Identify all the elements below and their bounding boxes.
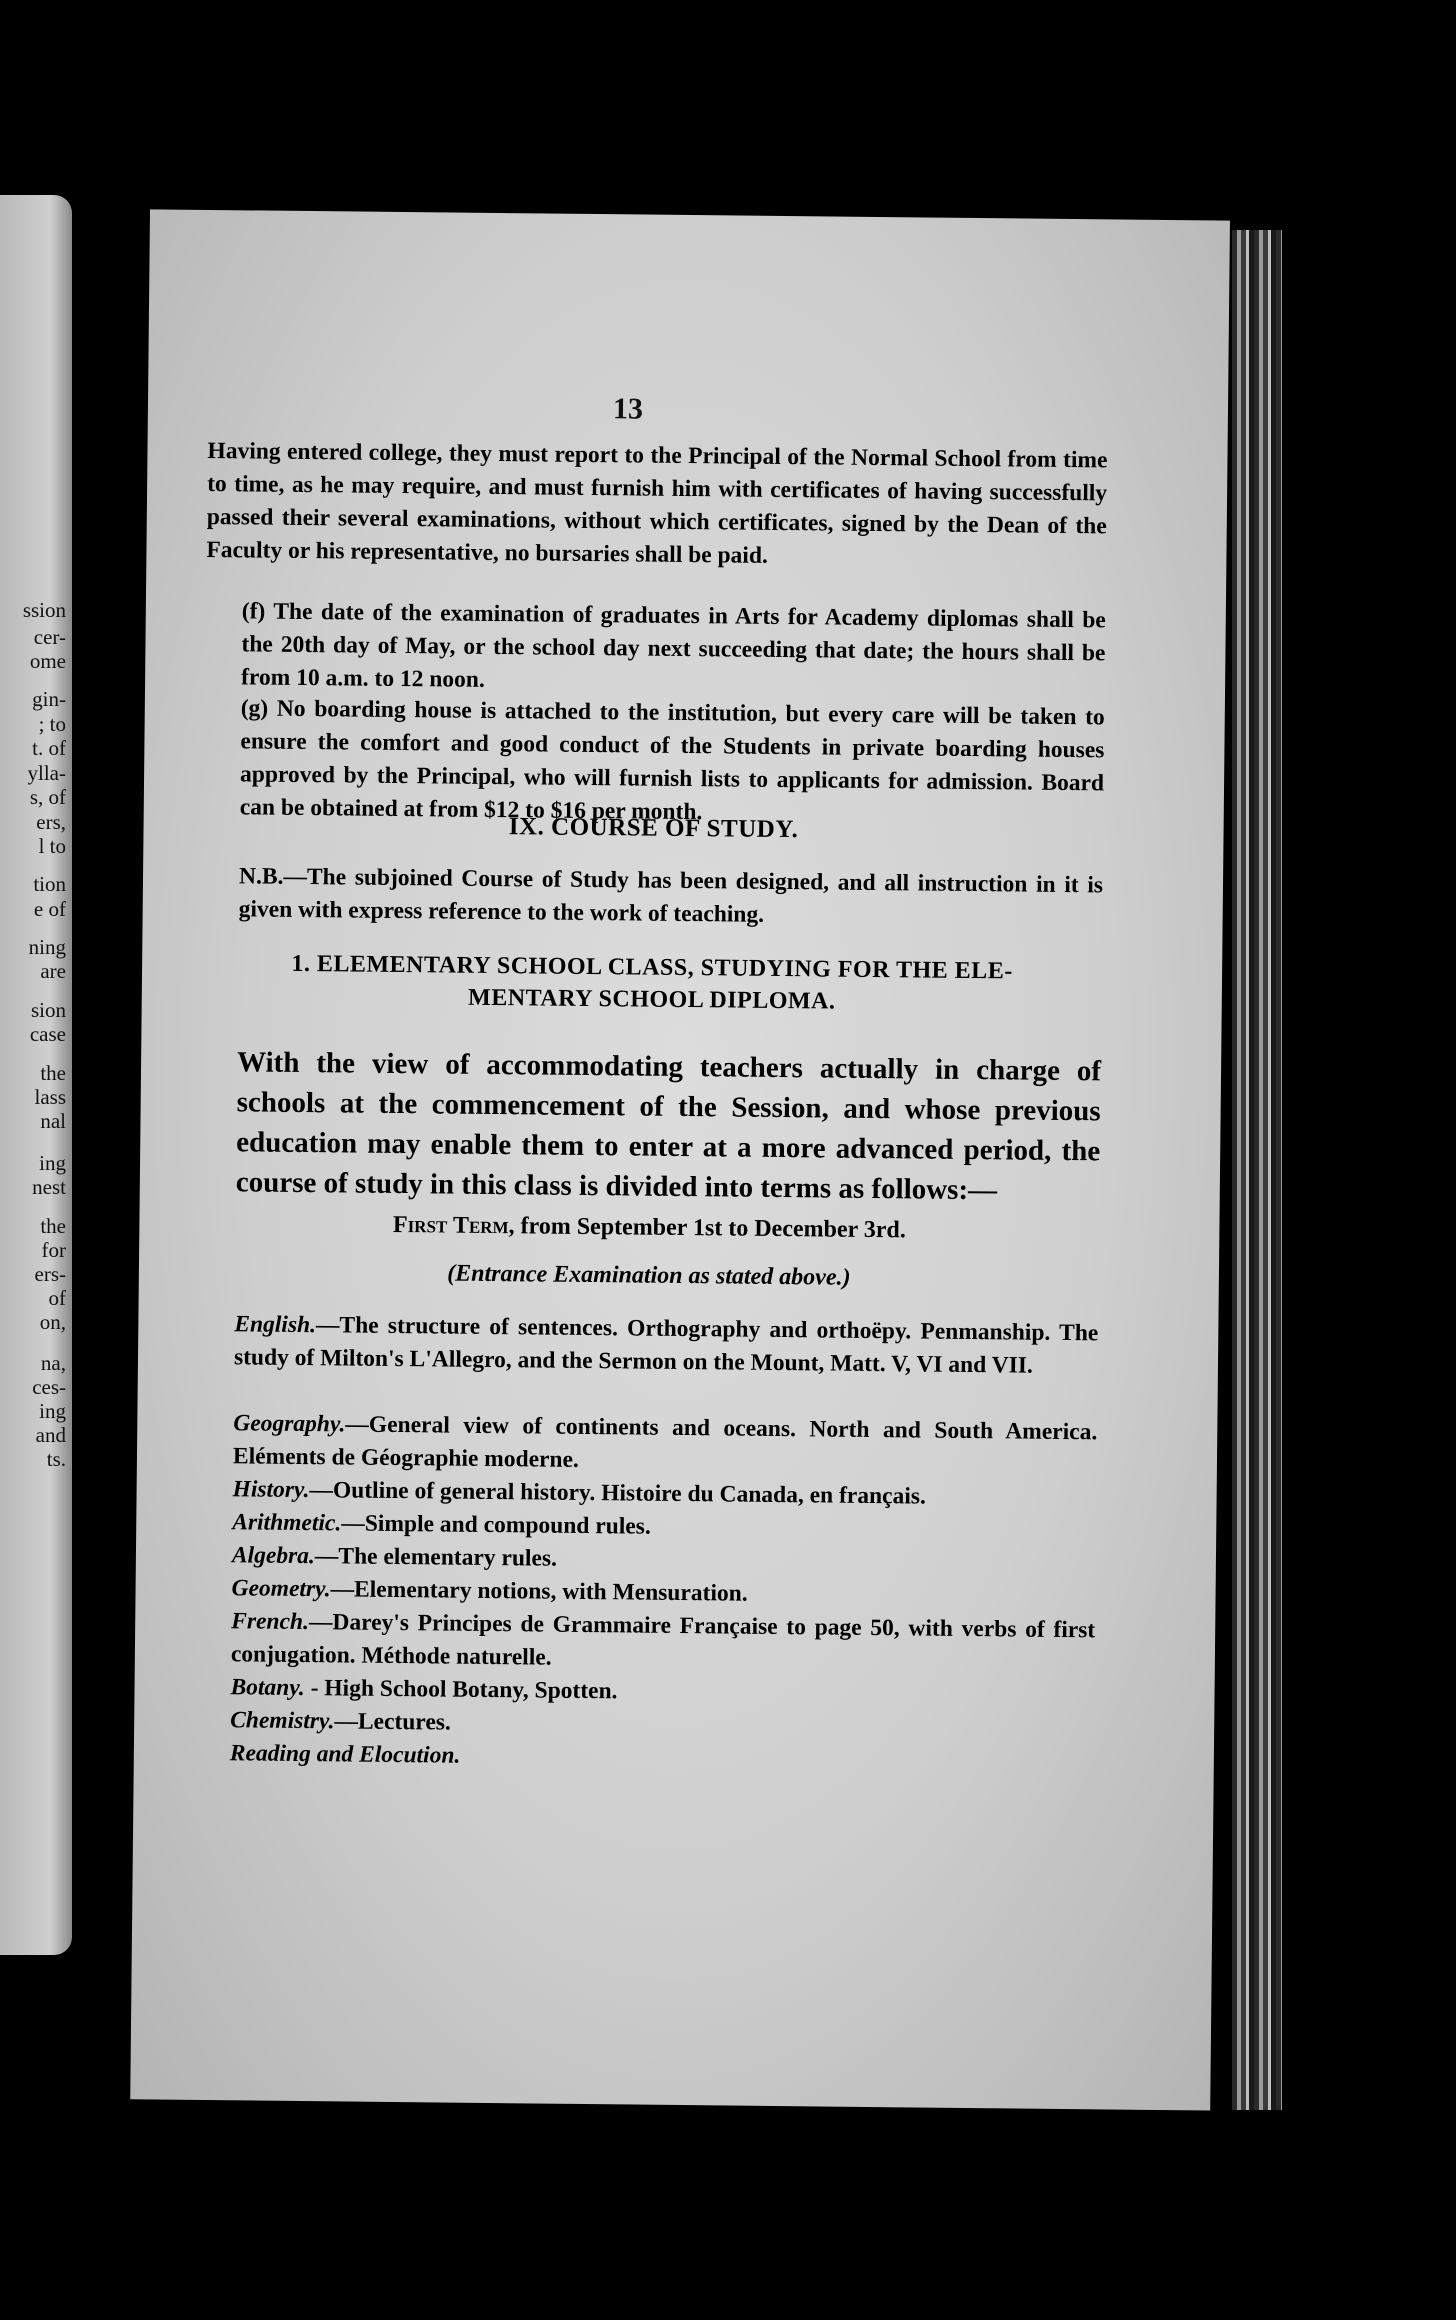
margin-fragment: ing — [39, 1151, 66, 1175]
page-edge-strip — [1232, 230, 1282, 2110]
intro-paragraph: With the view of accommodating teachers actually in charge of schools at the commencement of the Session, and whose previous education may enable them to enter at a more advanced period, the course of study in this class is divided into terms as follows:— — [235, 1046, 1102, 1207]
paragraph-f-examination-date: (f) The date of the examination of graduates in Arts for Academy diplomas shall be the 20th day of May, or the school day next succeeding that date; the hours shall be from 10 a.m. to 12 noon. — [240, 598, 1106, 693]
subject-name: English. — [234, 1311, 317, 1339]
margin-fragment: ers- — [34, 1262, 66, 1286]
subject-text: —Lectures. — [334, 1708, 451, 1736]
nb-note: N.B.—The subjoined Course of Study has been designed, and all instruction in it is given with express reference to the work of teaching. — [238, 863, 1104, 928]
margin-fragment: lass — [34, 1085, 66, 1109]
margin-fragment: the — [40, 1061, 66, 1085]
subject-text: - High School Botany, Spotten. — [304, 1675, 618, 1705]
margin-fragment: ; to — [38, 712, 66, 736]
margin-fragment: na, — [40, 1351, 66, 1375]
margin-fragment: ylla- — [27, 761, 66, 785]
subject-text: —Elementary notions, with Mensuration. — [330, 1576, 748, 1607]
class-heading-line2: MENTARY SCHOOL DIPLOMA. — [467, 984, 836, 1015]
subject-text: —Simple and compound rules. — [341, 1510, 651, 1540]
margin-fragment: e of — [33, 897, 66, 921]
margin-fragment: nal — [40, 1109, 66, 1133]
subject-text: —The elementary rules. — [314, 1543, 558, 1572]
margin-fragment: on, — [39, 1310, 66, 1334]
subject-text: —Outline of general history. Histoire du Canada, en français. — [309, 1477, 926, 1510]
margin-fragment: are — [40, 959, 66, 983]
subject-name: Geometry. — [231, 1575, 331, 1603]
margin-fragment: l to — [38, 834, 66, 858]
margin-fragment: t. of — [32, 736, 66, 760]
subject-name: French. — [231, 1608, 310, 1636]
subject-name: History. — [232, 1476, 310, 1504]
subject-name: Chemistry. — [230, 1707, 335, 1735]
subject-name: Geography. — [233, 1410, 346, 1438]
margin-fragment: for — [41, 1238, 66, 1262]
subject-french — [195, 1605, 1096, 1680]
subject-english — [198, 1308, 1099, 1383]
term-label: First Term, — [392, 1211, 515, 1240]
margin-fragment: ces- — [32, 1375, 66, 1399]
margin-fragment: gin- — [32, 687, 66, 711]
margin-fragment: cer- — [33, 625, 66, 649]
margin-fragment: ning — [28, 935, 66, 959]
margin-fragment: ome — [29, 649, 66, 673]
margin-fragment: and — [35, 1423, 66, 1447]
subject-name: Botany. — [230, 1674, 305, 1702]
margin-fragment: s, of — [29, 785, 66, 809]
subject-name: Reading and Elocution. — [229, 1740, 461, 1769]
margin-fragment: of — [48, 1286, 66, 1310]
margin-fragment: ssion — [22, 598, 66, 622]
paragraph-college-report: Having entered college, they must report to the Principal of the Normal School from time to time, as he may require, and must furnish him with certificates of having successfully passed their several examinations, without which certificates, signed by the Dean of the Faculty or his representative, no bursaries shall be paid. — [206, 437, 1108, 569]
paragraph-g-boarding: (g) No boarding house is attached to the institution, but every care will be taken to ensure the comfort and good conduct of the Students in private boarding houses approved by the Principal, who will furnish lists to applicants for admission. Board can be obtained at from $12 to $16 per month. — [239, 695, 1105, 826]
class-heading-line1: 1. ELEMENTARY SCHOOL CLASS, STUDYING FOR THE ELE- — [291, 950, 1013, 985]
subject-geography — [197, 1407, 1098, 1482]
margin-fragment: the — [40, 1214, 66, 1238]
term-dates: from September 1st to December 3rd. — [514, 1213, 906, 1244]
margin-fragment: nest — [32, 1175, 66, 1199]
subject-name: Algebra. — [231, 1542, 315, 1570]
subject-text: —General view of continents and oceans. North and South America. Eléments de Géographie moderne. — [232, 1411, 1098, 1473]
margin-fragment: ing — [39, 1399, 66, 1423]
section-heading: IX. COURSE OF STUDY. — [508, 813, 799, 844]
subject-text: —The structure of sentences. Orthography and orthoëpy. Penmanship. The study of Milton's L'Allegro, and the Sermon on the Mount, Matt. V, VI and VII. — [233, 1312, 1099, 1379]
entrance-note: (Entrance Examination as stated above.) — [447, 1260, 851, 1291]
term-heading — [199, 1210, 1099, 1246]
margin-fragment: sion — [30, 998, 66, 1022]
margin-fragment: ers, — [36, 810, 66, 834]
book-page — [130, 209, 1230, 2110]
left-facing-page — [0, 195, 72, 1955]
subject-name: Arithmetic. — [232, 1509, 342, 1537]
margin-fragment: tion — [33, 872, 66, 896]
margin-fragment: case — [29, 1022, 66, 1046]
subject-text: —Darey's Principes de Grammaire Française to page 50, with verbs of first conjugation. Méthode naturelle. — [230, 1609, 1096, 1671]
margin-fragment: ts. — [46, 1447, 66, 1471]
page-number: 13 — [612, 392, 644, 426]
